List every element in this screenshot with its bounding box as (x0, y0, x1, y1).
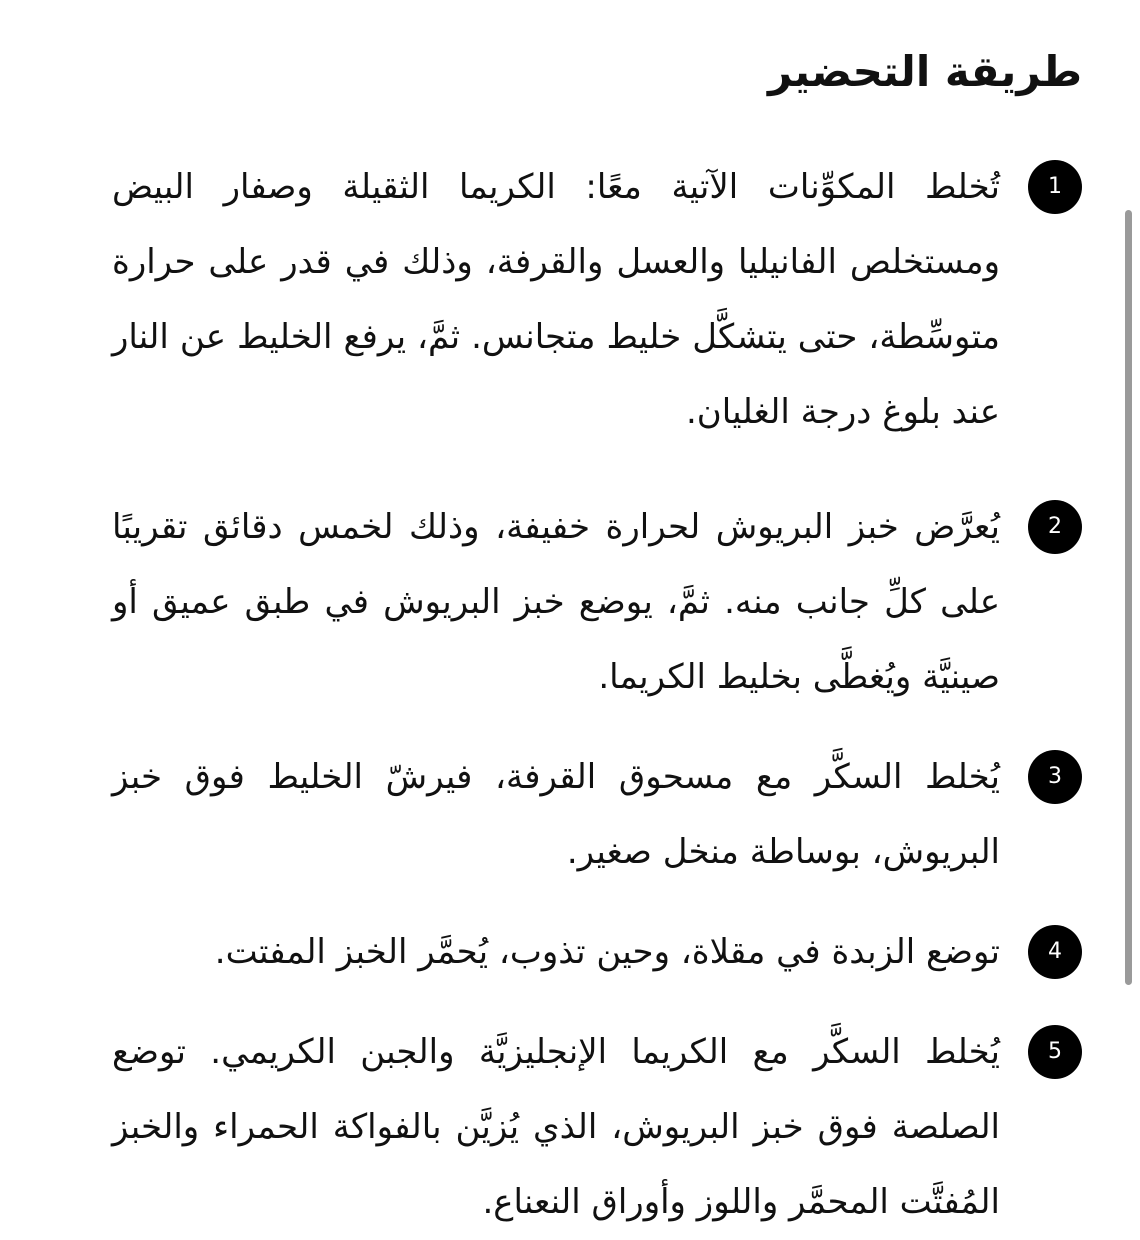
step-item (112, 740, 1082, 890)
step-item (112, 150, 1082, 450)
step-number-badge: 2 (1028, 500, 1082, 554)
step-text: يُعرَّض خبز البريوش لحرارة خفيفة، وذلك لخمس دقائق تقريبًا على كلِّ جانب منه. ثمَّ، يوضع خبز البريوش في طبق عميق أو صينيَّة ويُغطَّى بخليط الكريما. (112, 507, 1000, 697)
section-title: طريقة التحضير (767, 47, 1082, 96)
step-number-badge: 3 (1028, 750, 1082, 804)
step-item (112, 1015, 1082, 1240)
step-text: يُخلط السكَّر مع الكريما الإنجليزيَّة والجبن الكريمي. توضع الصلصة فوق خبز البريوش، الذي يُزيَّن بالفواكة الحمراء والخبز المُفتَّت المحمَّر واللوز وأوراق النعناع. (112, 1032, 1000, 1222)
step-text: تُخلط المكوِّنات الآتية معًا: الكريما الثقيلة وصفار البيض ومستخلص الفانيليا والعسل والقرفة، وذلك في قدر على حرارة متوسِّطة، حتى يتشكَّل خليط متجانس. ثمَّ، يرفع الخليط عن النار عند بلوغ درجة الغليان. (112, 167, 1000, 432)
vertical-scrollbar[interactable] (1125, 210, 1132, 985)
step-number-badge: 4 (1028, 925, 1082, 979)
step-item (112, 915, 1082, 990)
step-text: يُخلط السكَّر مع مسحوق القرفة، فيرشّ الخليط فوق خبز البريوش، بوساطة منخل صغير. (112, 757, 1000, 872)
step-item (112, 490, 1082, 715)
step-text: توضع الزبدة في مقلاة، وحين تذوب، يُحمَّر الخبز المفتت. (214, 932, 1000, 972)
step-number-badge: 5 (1028, 1025, 1082, 1079)
step-number-badge: 1 (1028, 160, 1082, 214)
steps-list (112, 150, 1082, 1240)
